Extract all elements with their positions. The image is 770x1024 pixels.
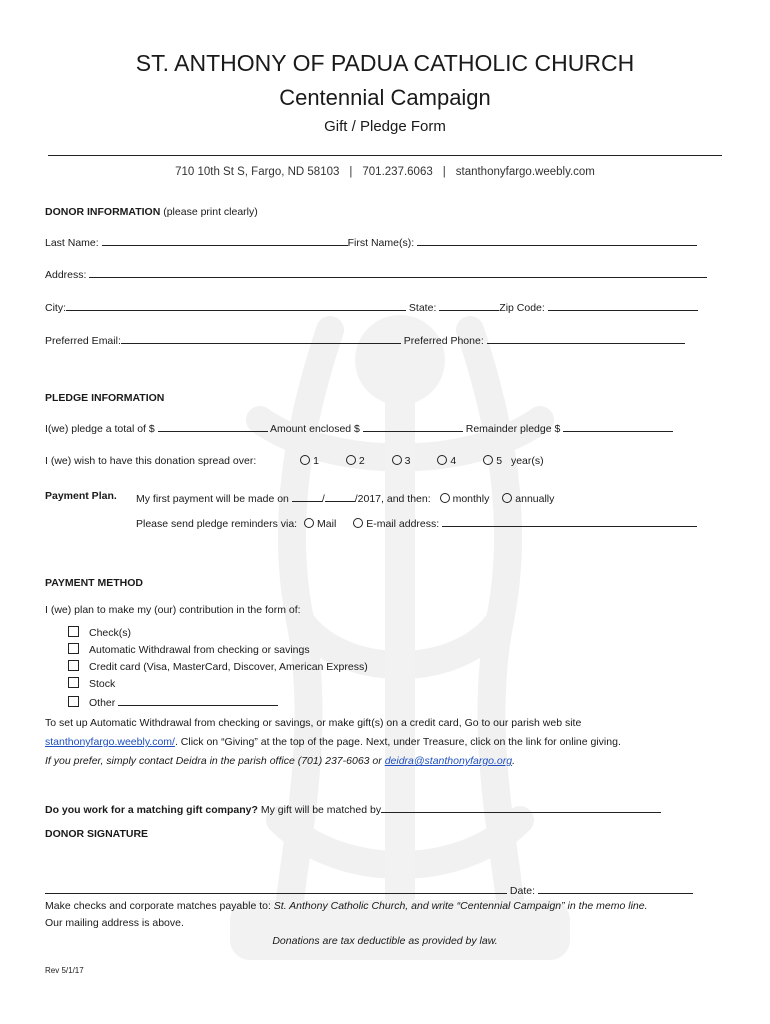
- parish-website-link[interactable]: stanthonyfargo.weebly.com/: [45, 736, 175, 748]
- checks-payable-line: Make checks and corporate matches payable to: St. Anthony Catholic Church, and write “Centennial Campaign” in the memo line.: [45, 900, 648, 912]
- revision-date: Rev 5/1/17: [45, 966, 84, 975]
- radio-icon: [437, 455, 447, 465]
- address-label: Address:: [45, 269, 87, 281]
- matched-by-label: My gift will be matched by: [260, 804, 382, 816]
- checkbox-icon: [68, 696, 79, 707]
- state-label: State:: [408, 302, 437, 314]
- name-row: [45, 234, 697, 249]
- header-divider: [48, 155, 722, 156]
- date-label: Date:: [509, 885, 536, 897]
- payment-option-check[interactable]: Check(s): [68, 626, 131, 639]
- reminder-email-option[interactable]: E-mail address:: [353, 518, 439, 530]
- pledge-total-label: I(we) pledge a total of $: [45, 423, 155, 435]
- spread-row: [45, 455, 544, 467]
- radio-icon: [346, 455, 356, 465]
- form-title: Gift / Pledge Form: [324, 118, 446, 135]
- matching-company-field[interactable]: [381, 801, 661, 813]
- signature-section-heading: DONOR SIGNATURE: [45, 828, 149, 840]
- contact-email-link[interactable]: deidra@stanthonyfargo.org: [384, 755, 513, 767]
- radio-icon: [300, 455, 310, 465]
- address-field[interactable]: [89, 266, 707, 278]
- phone-label: Preferred Phone:: [403, 335, 484, 347]
- first-payment-row: My first payment will be made on / /2017, and then: monthly annually: [136, 490, 554, 505]
- years-suffix: year(s): [510, 455, 544, 467]
- remainder-field[interactable]: [563, 420, 673, 432]
- payment-option-auto-withdrawal[interactable]: Automatic Withdrawal from checking or savings: [68, 643, 310, 656]
- radio-icon: [483, 455, 493, 465]
- contact-line: [0, 166, 770, 178]
- reminder-mail-option[interactable]: Mail: [304, 518, 336, 530]
- state-field[interactable]: [439, 299, 499, 311]
- instructions-line-2: [45, 736, 621, 748]
- zip-label: Zip Code:: [499, 302, 545, 314]
- city-field[interactable]: [66, 299, 406, 311]
- checkbox-icon: [68, 677, 79, 688]
- date-field[interactable]: [538, 882, 693, 894]
- radio-icon: [353, 518, 363, 528]
- signature-row: [45, 882, 693, 897]
- first-payment-day-field[interactable]: [325, 490, 355, 502]
- matching-question: Do you work for a matching gift company?: [45, 804, 258, 816]
- pledge-section-heading: PLEDGE INFORMATION: [45, 392, 165, 404]
- radio-icon: [304, 518, 314, 528]
- remainder-label: Remainder pledge $: [465, 423, 561, 435]
- phone-field[interactable]: [487, 332, 685, 344]
- checkbox-icon: [68, 626, 79, 637]
- campaign-title: Centennial Campaign: [279, 85, 491, 110]
- address-row: [45, 266, 707, 281]
- payment-plan-label: Payment Plan.: [45, 490, 117, 502]
- reminders-row: [136, 515, 697, 530]
- amount-enclosed-label: Amount enclosed $: [270, 423, 360, 435]
- checkbox-icon: [68, 643, 79, 654]
- years-option-2[interactable]: 2: [346, 455, 365, 467]
- radio-icon: [440, 493, 450, 503]
- city-row: [45, 299, 698, 314]
- amount-enclosed-field[interactable]: [363, 420, 463, 432]
- instructions-text: . Click on “Giving” at the top of the page. Next, under Treasure, click on the link for online giving.: [174, 736, 621, 748]
- contact-row: [45, 332, 685, 347]
- matching-gift-row: [45, 801, 661, 816]
- radio-icon: [392, 455, 402, 465]
- years-option-5[interactable]: 5: [483, 455, 502, 467]
- payment-section-heading: PAYMENT METHOD: [45, 577, 144, 589]
- zip-field[interactable]: [548, 299, 698, 311]
- checkbox-icon: [68, 660, 79, 671]
- pledge-amount-row: [45, 420, 673, 435]
- first-payment-year: /2017, and then:: [354, 493, 431, 505]
- email-field[interactable]: [121, 332, 401, 344]
- frequency-annually[interactable]: annually: [502, 493, 554, 505]
- parish-address: 710 10th St S, Fargo, ND 58103: [175, 166, 340, 178]
- payment-option-credit-card[interactable]: Credit card (Visa, MasterCard, Discover, American Express): [68, 660, 368, 673]
- instructions-line-1: To set up Automatic Withdrawal from checking or savings, or make gift(s) on a credit card, Go to our parish web site: [45, 717, 582, 729]
- reminders-label: Please send pledge reminders via:: [136, 518, 298, 530]
- city-label: City:: [45, 302, 66, 314]
- first-payment-month-field[interactable]: [292, 490, 322, 502]
- years-option-1[interactable]: 1: [300, 455, 319, 467]
- spread-label: I (we) wish to have this donation spread over:: [45, 455, 257, 467]
- donor-section-heading: DONOR INFORMATION (please print clearly): [45, 206, 258, 218]
- tax-deductible-note: Donations are tax deductible as provided by law.: [272, 935, 498, 947]
- years-option-3[interactable]: 3: [392, 455, 411, 467]
- signature-field[interactable]: [45, 882, 507, 894]
- frequency-monthly[interactable]: monthly: [440, 493, 490, 505]
- payment-option-other[interactable]: Other: [68, 694, 278, 709]
- contact-instructions: If you prefer, simply contact Deidra in the parish office (701) 237-6063 or deidra@stanthonyfargo.org.: [45, 755, 516, 767]
- last-name-label: Last Name:: [45, 237, 99, 249]
- other-field[interactable]: [118, 694, 278, 706]
- pledge-total-field[interactable]: [158, 420, 268, 432]
- first-name-label: First Name(s):: [347, 237, 415, 249]
- separator: |: [349, 166, 353, 178]
- mailing-address-note: Our mailing address is above.: [45, 917, 184, 929]
- separator: |: [442, 166, 446, 178]
- years-option-4[interactable]: 4: [437, 455, 456, 467]
- first-name-field[interactable]: [417, 234, 697, 246]
- payment-option-stock[interactable]: Stock: [68, 677, 115, 690]
- payment-intro: I (we) plan to make my (our) contribution in the form of:: [45, 604, 301, 616]
- parish-website: stanthonyfargo.weebly.com: [455, 166, 595, 178]
- first-payment-label: My first payment will be made on: [136, 493, 289, 505]
- church-name: ST. ANTHONY OF PADUA CATHOLIC CHURCH: [135, 50, 635, 76]
- parish-phone: 701.237.6063: [362, 166, 433, 178]
- radio-icon: [502, 493, 512, 503]
- last-name-field[interactable]: [102, 234, 348, 246]
- email-label: Preferred Email:: [45, 335, 121, 347]
- reminder-email-field[interactable]: [442, 515, 697, 527]
